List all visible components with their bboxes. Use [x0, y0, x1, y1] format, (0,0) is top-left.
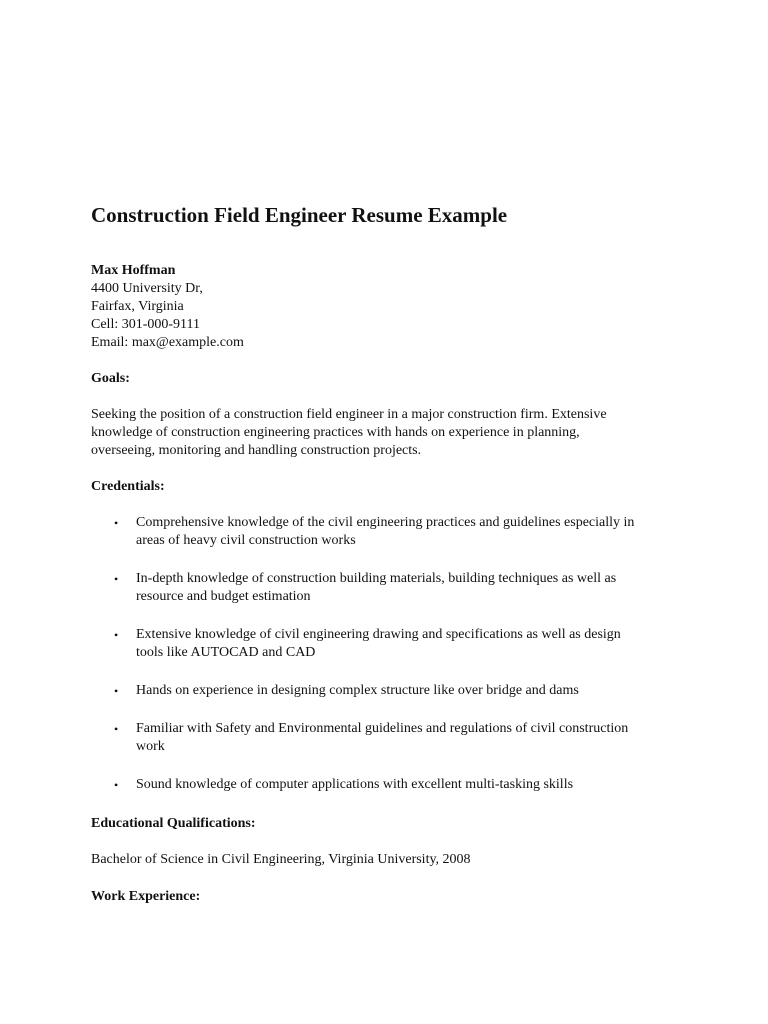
goals-heading: Goals: — [91, 371, 130, 386]
list-item — [91, 720, 691, 756]
list-item — [91, 682, 691, 700]
bullet-icon: • — [114, 684, 119, 698]
list-item-text: work — [136, 739, 165, 754]
education-heading: Educational Qualifications: — [91, 816, 256, 831]
list-item-text: Extensive knowledge of civil engineering drawing and specifications as well as design — [136, 627, 621, 642]
work-experience-heading: Work Experience: — [91, 889, 201, 904]
goals-line: Seeking the position of a construction field engineer in a major construction firm. Extensive — [91, 407, 607, 422]
credentials-list — [91, 514, 691, 814]
document-title: Construction Field Engineer Resume Example — [91, 203, 508, 227]
list-item-text: resource and budget estimation — [136, 589, 311, 604]
list-item-text: In-depth knowledge of construction building materials, building techniques as well as — [136, 571, 617, 586]
list-item — [91, 514, 691, 550]
bullet-icon: • — [114, 778, 119, 792]
contact-address-line-2: Fairfax, Virginia — [91, 299, 184, 314]
education-text — [91, 851, 636, 869]
list-item-text: areas of heavy civil construction works — [136, 533, 356, 548]
list-item — [91, 570, 691, 606]
list-item-text: Familiar with Safety and Environmental guidelines and regulations of civil construction — [136, 721, 629, 736]
credentials-heading: Credentials: — [91, 479, 165, 494]
list-item — [91, 626, 691, 662]
bullet-icon: • — [114, 572, 119, 586]
list-item-text: tools like AUTOCAD and CAD — [136, 645, 316, 660]
education-line: Bachelor of Science in Civil Engineering, Virginia University, 2008 — [91, 852, 471, 867]
list-item-text: Hands on experience in designing complex structure like over bridge and dams — [136, 683, 579, 698]
bullet-icon: • — [114, 516, 119, 530]
goals-line: knowledge of construction engineering practices with hands on experience in planning, — [91, 425, 580, 440]
list-item — [91, 776, 691, 794]
contact-email: Email: max@example.com — [91, 335, 244, 350]
contact-cell: Cell: 301-000-9111 — [91, 317, 201, 332]
list-item-text: Sound knowledge of computer applications with excellent multi-tasking skills — [136, 777, 574, 792]
bullet-icon: • — [114, 628, 119, 642]
contact-name: Max Hoffman — [91, 263, 176, 278]
goals-paragraph — [91, 406, 636, 460]
contact-address-line-1: 4400 University Dr, — [91, 281, 203, 296]
list-item-text: Comprehensive knowledge of the civil engineering practices and guidelines especially in — [136, 515, 635, 530]
goals-line: overseeing, monitoring and handling construction projects. — [91, 443, 422, 458]
bullet-icon: • — [114, 722, 119, 736]
contact-block — [91, 262, 244, 352]
